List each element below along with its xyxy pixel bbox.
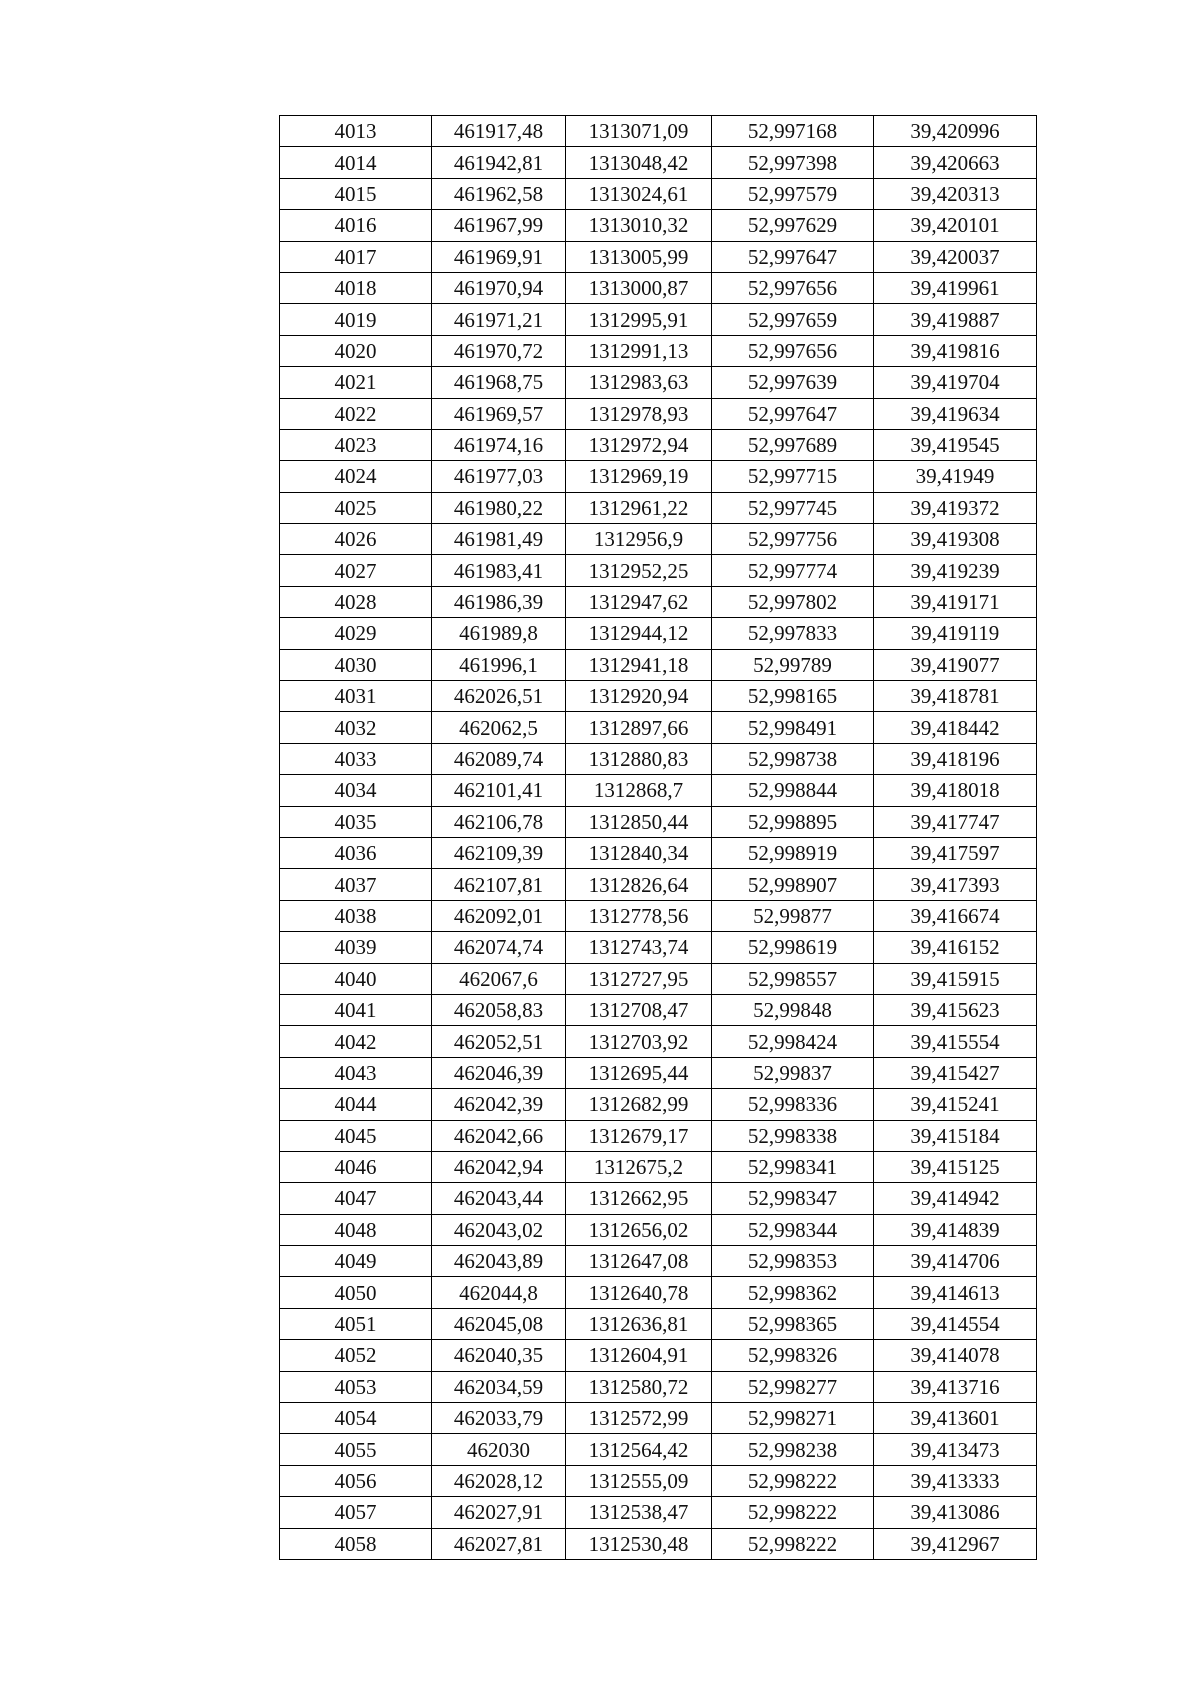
longitude-cell: 39,419887 (874, 304, 1037, 335)
longitude-cell: 39,419077 (874, 649, 1037, 680)
y-coordinate-cell: 1312961,22 (566, 492, 712, 523)
latitude-cell: 52,998895 (712, 806, 874, 837)
latitude-cell: 52,998344 (712, 1214, 874, 1245)
point-number-cell: 4021 (280, 367, 432, 398)
point-number-cell: 4029 (280, 618, 432, 649)
x-coordinate-cell: 461981,49 (432, 524, 566, 555)
x-coordinate-cell: 462028,12 (432, 1465, 566, 1496)
latitude-cell: 52,997689 (712, 429, 874, 460)
table-row (280, 1528, 1037, 1559)
point-number-cell: 4018 (280, 272, 432, 303)
x-coordinate-cell: 462046,39 (432, 1057, 566, 1088)
y-coordinate-cell: 1312952,25 (566, 555, 712, 586)
y-coordinate-cell: 1312826,64 (566, 869, 712, 900)
table-row (280, 681, 1037, 712)
longitude-cell: 39,415623 (874, 994, 1037, 1025)
longitude-cell: 39,415554 (874, 1026, 1037, 1057)
x-coordinate-cell: 461971,21 (432, 304, 566, 335)
longitude-cell: 39,420037 (874, 241, 1037, 272)
table-row (280, 1277, 1037, 1308)
x-coordinate-cell: 461967,99 (432, 210, 566, 241)
point-number-cell: 4054 (280, 1403, 432, 1434)
x-coordinate-cell: 462043,44 (432, 1183, 566, 1214)
longitude-cell: 39,413333 (874, 1465, 1037, 1496)
table-row (280, 429, 1037, 460)
y-coordinate-cell: 1312555,09 (566, 1465, 712, 1496)
longitude-cell: 39,419545 (874, 429, 1037, 460)
point-number-cell: 4025 (280, 492, 432, 523)
y-coordinate-cell: 1313048,42 (566, 147, 712, 178)
x-coordinate-cell: 462030 (432, 1434, 566, 1465)
longitude-cell: 39,419634 (874, 398, 1037, 429)
longitude-cell: 39,419961 (874, 272, 1037, 303)
y-coordinate-cell: 1312604,91 (566, 1340, 712, 1371)
x-coordinate-cell: 462109,39 (432, 837, 566, 868)
latitude-cell: 52,99848 (712, 994, 874, 1025)
point-number-cell: 4013 (280, 116, 432, 147)
x-coordinate-cell: 461917,48 (432, 116, 566, 147)
longitude-cell: 39,414706 (874, 1246, 1037, 1277)
point-number-cell: 4038 (280, 900, 432, 931)
coordinates-table-body (280, 116, 1037, 1560)
longitude-cell: 39,419239 (874, 555, 1037, 586)
latitude-cell: 52,998238 (712, 1434, 874, 1465)
y-coordinate-cell: 1312572,99 (566, 1403, 712, 1434)
table-row (280, 1089, 1037, 1120)
point-number-cell: 4022 (280, 398, 432, 429)
y-coordinate-cell: 1312983,63 (566, 367, 712, 398)
x-coordinate-cell: 462044,8 (432, 1277, 566, 1308)
point-number-cell: 4039 (280, 932, 432, 963)
longitude-cell: 39,414078 (874, 1340, 1037, 1371)
y-coordinate-cell: 1312969,19 (566, 461, 712, 492)
point-number-cell: 4036 (280, 837, 432, 868)
latitude-cell: 52,99789 (712, 649, 874, 680)
longitude-cell: 39,420313 (874, 178, 1037, 209)
point-number-cell: 4051 (280, 1308, 432, 1339)
longitude-cell: 39,419816 (874, 335, 1037, 366)
table-row (280, 304, 1037, 335)
latitude-cell: 52,997802 (712, 586, 874, 617)
table-row (280, 1308, 1037, 1339)
latitude-cell: 52,997715 (712, 461, 874, 492)
table-row (280, 869, 1037, 900)
table-row (280, 743, 1037, 774)
x-coordinate-cell: 462107,81 (432, 869, 566, 900)
y-coordinate-cell: 1312695,44 (566, 1057, 712, 1088)
point-number-cell: 4043 (280, 1057, 432, 1088)
longitude-cell: 39,419372 (874, 492, 1037, 523)
y-coordinate-cell: 1312530,48 (566, 1528, 712, 1559)
latitude-cell: 52,998907 (712, 869, 874, 900)
latitude-cell: 52,997774 (712, 555, 874, 586)
table-row (280, 524, 1037, 555)
table-row (280, 147, 1037, 178)
longitude-cell: 39,418196 (874, 743, 1037, 774)
point-number-cell: 4035 (280, 806, 432, 837)
table-row (280, 178, 1037, 209)
longitude-cell: 39,415184 (874, 1120, 1037, 1151)
table-row (280, 1340, 1037, 1371)
y-coordinate-cell: 1312743,74 (566, 932, 712, 963)
y-coordinate-cell: 1312944,12 (566, 618, 712, 649)
table-row (280, 712, 1037, 743)
y-coordinate-cell: 1312941,18 (566, 649, 712, 680)
latitude-cell: 52,997656 (712, 272, 874, 303)
longitude-cell: 39,414942 (874, 1183, 1037, 1214)
longitude-cell: 39,418781 (874, 681, 1037, 712)
x-coordinate-cell: 462033,79 (432, 1403, 566, 1434)
y-coordinate-cell: 1312920,94 (566, 681, 712, 712)
x-coordinate-cell: 462106,78 (432, 806, 566, 837)
table-row (280, 367, 1037, 398)
x-coordinate-cell: 461974,16 (432, 429, 566, 460)
x-coordinate-cell: 461970,94 (432, 272, 566, 303)
longitude-cell: 39,413601 (874, 1403, 1037, 1434)
latitude-cell: 52,998277 (712, 1371, 874, 1402)
longitude-cell: 39,412967 (874, 1528, 1037, 1559)
longitude-cell: 39,416674 (874, 900, 1037, 931)
latitude-cell: 52,998338 (712, 1120, 874, 1151)
y-coordinate-cell: 1312727,95 (566, 963, 712, 994)
latitude-cell: 52,998353 (712, 1246, 874, 1277)
coordinates-table (279, 115, 1037, 1560)
table-row (280, 1246, 1037, 1277)
longitude-cell: 39,416152 (874, 932, 1037, 963)
longitude-cell: 39,41949 (874, 461, 1037, 492)
table-row (280, 1183, 1037, 1214)
y-coordinate-cell: 1312995,91 (566, 304, 712, 335)
point-number-cell: 4031 (280, 681, 432, 712)
latitude-cell: 52,997745 (712, 492, 874, 523)
y-coordinate-cell: 1313010,32 (566, 210, 712, 241)
point-number-cell: 4050 (280, 1277, 432, 1308)
table-row (280, 1371, 1037, 1402)
table-row (280, 1403, 1037, 1434)
longitude-cell: 39,418018 (874, 775, 1037, 806)
y-coordinate-cell: 1312640,78 (566, 1277, 712, 1308)
latitude-cell: 52,998222 (712, 1465, 874, 1496)
longitude-cell: 39,418442 (874, 712, 1037, 743)
y-coordinate-cell: 1313071,09 (566, 116, 712, 147)
table-row (280, 555, 1037, 586)
latitude-cell: 52,997168 (712, 116, 874, 147)
x-coordinate-cell: 461970,72 (432, 335, 566, 366)
point-number-cell: 4052 (280, 1340, 432, 1371)
latitude-cell: 52,998362 (712, 1277, 874, 1308)
y-coordinate-cell: 1313005,99 (566, 241, 712, 272)
table-row (280, 272, 1037, 303)
point-number-cell: 4056 (280, 1465, 432, 1496)
latitude-cell: 52,998341 (712, 1151, 874, 1182)
latitude-cell: 52,998271 (712, 1403, 874, 1434)
table-row (280, 1120, 1037, 1151)
x-coordinate-cell: 461983,41 (432, 555, 566, 586)
latitude-cell: 52,998336 (712, 1089, 874, 1120)
latitude-cell: 52,998844 (712, 775, 874, 806)
point-number-cell: 4024 (280, 461, 432, 492)
longitude-cell: 39,419119 (874, 618, 1037, 649)
longitude-cell: 39,415241 (874, 1089, 1037, 1120)
table-row (280, 210, 1037, 241)
latitude-cell: 52,997656 (712, 335, 874, 366)
x-coordinate-cell: 462043,89 (432, 1246, 566, 1277)
latitude-cell: 52,998557 (712, 963, 874, 994)
table-row (280, 1465, 1037, 1496)
y-coordinate-cell: 1312636,81 (566, 1308, 712, 1339)
y-coordinate-cell: 1312956,9 (566, 524, 712, 555)
longitude-cell: 39,413086 (874, 1497, 1037, 1528)
table-row (280, 1026, 1037, 1057)
x-coordinate-cell: 462027,81 (432, 1528, 566, 1559)
point-number-cell: 4057 (280, 1497, 432, 1528)
x-coordinate-cell: 462058,83 (432, 994, 566, 1025)
latitude-cell: 52,99877 (712, 900, 874, 931)
y-coordinate-cell: 1312662,95 (566, 1183, 712, 1214)
latitude-cell: 52,998326 (712, 1340, 874, 1371)
table-row (280, 1057, 1037, 1088)
latitude-cell: 52,997647 (712, 241, 874, 272)
x-coordinate-cell: 462027,91 (432, 1497, 566, 1528)
y-coordinate-cell: 1313000,87 (566, 272, 712, 303)
x-coordinate-cell: 462042,66 (432, 1120, 566, 1151)
x-coordinate-cell: 461977,03 (432, 461, 566, 492)
longitude-cell: 39,415125 (874, 1151, 1037, 1182)
longitude-cell: 39,417597 (874, 837, 1037, 868)
x-coordinate-cell: 462062,5 (432, 712, 566, 743)
point-number-cell: 4055 (280, 1434, 432, 1465)
point-number-cell: 4016 (280, 210, 432, 241)
longitude-cell: 39,413473 (874, 1434, 1037, 1465)
table-row (280, 461, 1037, 492)
point-number-cell: 4042 (280, 1026, 432, 1057)
x-coordinate-cell: 461969,91 (432, 241, 566, 272)
y-coordinate-cell: 1312564,42 (566, 1434, 712, 1465)
latitude-cell: 52,997833 (712, 618, 874, 649)
table-row (280, 806, 1037, 837)
table-row (280, 775, 1037, 806)
longitude-cell: 39,414613 (874, 1277, 1037, 1308)
x-coordinate-cell: 462052,51 (432, 1026, 566, 1057)
latitude-cell: 52,998165 (712, 681, 874, 712)
latitude-cell: 52,997639 (712, 367, 874, 398)
point-number-cell: 4053 (280, 1371, 432, 1402)
table-row (280, 1214, 1037, 1245)
latitude-cell: 52,998222 (712, 1528, 874, 1559)
table-row (280, 492, 1037, 523)
latitude-cell: 52,997659 (712, 304, 874, 335)
point-number-cell: 4047 (280, 1183, 432, 1214)
point-number-cell: 4040 (280, 963, 432, 994)
x-coordinate-cell: 461989,8 (432, 618, 566, 649)
latitude-cell: 52,998738 (712, 743, 874, 774)
point-number-cell: 4037 (280, 869, 432, 900)
point-number-cell: 4023 (280, 429, 432, 460)
latitude-cell: 52,998347 (712, 1183, 874, 1214)
longitude-cell: 39,419308 (874, 524, 1037, 555)
point-number-cell: 4049 (280, 1246, 432, 1277)
longitude-cell: 39,420996 (874, 116, 1037, 147)
table-row (280, 241, 1037, 272)
point-number-cell: 4019 (280, 304, 432, 335)
table-row (280, 963, 1037, 994)
y-coordinate-cell: 1312897,66 (566, 712, 712, 743)
table-row (280, 900, 1037, 931)
y-coordinate-cell: 1312647,08 (566, 1246, 712, 1277)
point-number-cell: 4030 (280, 649, 432, 680)
table-row (280, 1151, 1037, 1182)
table-row (280, 398, 1037, 429)
point-number-cell: 4058 (280, 1528, 432, 1559)
y-coordinate-cell: 1312868,7 (566, 775, 712, 806)
longitude-cell: 39,415427 (874, 1057, 1037, 1088)
y-coordinate-cell: 1312947,62 (566, 586, 712, 617)
longitude-cell: 39,417747 (874, 806, 1037, 837)
y-coordinate-cell: 1312840,34 (566, 837, 712, 868)
longitude-cell: 39,419704 (874, 367, 1037, 398)
x-coordinate-cell: 461942,81 (432, 147, 566, 178)
point-number-cell: 4048 (280, 1214, 432, 1245)
y-coordinate-cell: 1312682,99 (566, 1089, 712, 1120)
point-number-cell: 4014 (280, 147, 432, 178)
table-row (280, 335, 1037, 366)
x-coordinate-cell: 462045,08 (432, 1308, 566, 1339)
point-number-cell: 4041 (280, 994, 432, 1025)
latitude-cell: 52,998222 (712, 1497, 874, 1528)
y-coordinate-cell: 1312850,44 (566, 806, 712, 837)
y-coordinate-cell: 1312703,92 (566, 1026, 712, 1057)
y-coordinate-cell: 1312656,02 (566, 1214, 712, 1245)
longitude-cell: 39,414554 (874, 1308, 1037, 1339)
latitude-cell: 52,997629 (712, 210, 874, 241)
point-number-cell: 4015 (280, 178, 432, 209)
point-number-cell: 4027 (280, 555, 432, 586)
y-coordinate-cell: 1312538,47 (566, 1497, 712, 1528)
latitude-cell: 52,998619 (712, 932, 874, 963)
y-coordinate-cell: 1312880,83 (566, 743, 712, 774)
latitude-cell: 52,997647 (712, 398, 874, 429)
y-coordinate-cell: 1313024,61 (566, 178, 712, 209)
longitude-cell: 39,419171 (874, 586, 1037, 617)
x-coordinate-cell: 462074,74 (432, 932, 566, 963)
y-coordinate-cell: 1312778,56 (566, 900, 712, 931)
table-row (280, 837, 1037, 868)
x-coordinate-cell: 462101,41 (432, 775, 566, 806)
latitude-cell: 52,998424 (712, 1026, 874, 1057)
table-row (280, 994, 1037, 1025)
longitude-cell: 39,413716 (874, 1371, 1037, 1402)
x-coordinate-cell: 461968,75 (432, 367, 566, 398)
point-number-cell: 4044 (280, 1089, 432, 1120)
point-number-cell: 4028 (280, 586, 432, 617)
y-coordinate-cell: 1312675,2 (566, 1151, 712, 1182)
x-coordinate-cell: 462042,94 (432, 1151, 566, 1182)
x-coordinate-cell: 461962,58 (432, 178, 566, 209)
table-row (280, 932, 1037, 963)
y-coordinate-cell: 1312679,17 (566, 1120, 712, 1151)
x-coordinate-cell: 462092,01 (432, 900, 566, 931)
x-coordinate-cell: 461996,1 (432, 649, 566, 680)
x-coordinate-cell: 462042,39 (432, 1089, 566, 1120)
latitude-cell: 52,997398 (712, 147, 874, 178)
x-coordinate-cell: 461969,57 (432, 398, 566, 429)
table-row (280, 618, 1037, 649)
x-coordinate-cell: 462043,02 (432, 1214, 566, 1245)
x-coordinate-cell: 462040,35 (432, 1340, 566, 1371)
x-coordinate-cell: 462026,51 (432, 681, 566, 712)
table-row (280, 649, 1037, 680)
latitude-cell: 52,998365 (712, 1308, 874, 1339)
y-coordinate-cell: 1312972,94 (566, 429, 712, 460)
latitude-cell: 52,997579 (712, 178, 874, 209)
x-coordinate-cell: 462034,59 (432, 1371, 566, 1402)
point-number-cell: 4033 (280, 743, 432, 774)
latitude-cell: 52,998919 (712, 837, 874, 868)
y-coordinate-cell: 1312580,72 (566, 1371, 712, 1402)
table-row (280, 1497, 1037, 1528)
y-coordinate-cell: 1312991,13 (566, 335, 712, 366)
point-number-cell: 4020 (280, 335, 432, 366)
table-row (280, 116, 1037, 147)
point-number-cell: 4034 (280, 775, 432, 806)
longitude-cell: 39,415915 (874, 963, 1037, 994)
x-coordinate-cell: 461980,22 (432, 492, 566, 523)
latitude-cell: 52,99837 (712, 1057, 874, 1088)
table-row (280, 586, 1037, 617)
longitude-cell: 39,414839 (874, 1214, 1037, 1245)
latitude-cell: 52,997756 (712, 524, 874, 555)
x-coordinate-cell: 462067,6 (432, 963, 566, 994)
point-number-cell: 4026 (280, 524, 432, 555)
point-number-cell: 4046 (280, 1151, 432, 1182)
longitude-cell: 39,420663 (874, 147, 1037, 178)
longitude-cell: 39,420101 (874, 210, 1037, 241)
table-row (280, 1434, 1037, 1465)
x-coordinate-cell: 462089,74 (432, 743, 566, 774)
x-coordinate-cell: 461986,39 (432, 586, 566, 617)
point-number-cell: 4017 (280, 241, 432, 272)
latitude-cell: 52,998491 (712, 712, 874, 743)
point-number-cell: 4032 (280, 712, 432, 743)
point-number-cell: 4045 (280, 1120, 432, 1151)
longitude-cell: 39,417393 (874, 869, 1037, 900)
y-coordinate-cell: 1312978,93 (566, 398, 712, 429)
y-coordinate-cell: 1312708,47 (566, 994, 712, 1025)
